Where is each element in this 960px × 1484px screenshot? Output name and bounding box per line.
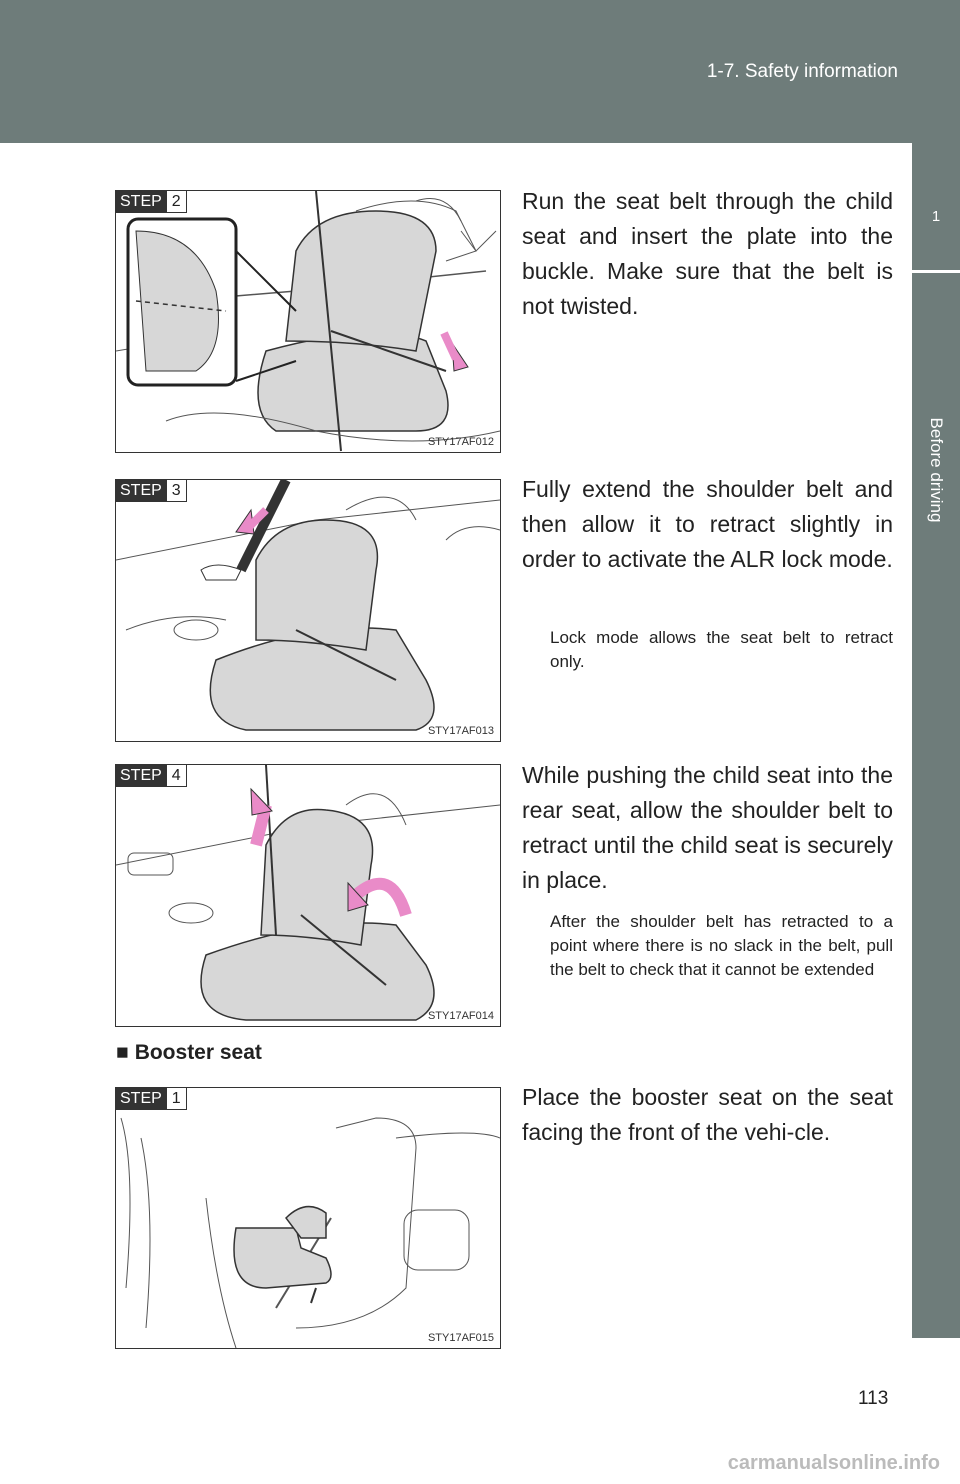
figure-code: STY17AF014 <box>427 1010 494 1022</box>
booster-step-1-instruction: Place the booster seat on the seat facing the front of the vehi-cle. <box>522 1084 893 1145</box>
step-badge <box>116 191 187 213</box>
shoulder-belt-extend-illustration <box>116 480 500 741</box>
step-word: STEP <box>116 765 166 787</box>
chapter-title: Before driving <box>927 417 946 523</box>
footer-watermark: carmanualsonline.info <box>727 1452 940 1474</box>
booster-seat-heading <box>116 1041 262 1065</box>
figure-step-4 <box>115 764 501 1027</box>
step-number: 1 <box>166 1088 187 1110</box>
step-3-instruction: Fully extend the shoulder belt and then allow it to retract slightly in order to activate the ALR lock mode. <box>522 476 893 572</box>
figure-booster-step-1 <box>115 1087 501 1349</box>
step-badge <box>116 1088 187 1110</box>
step-word: STEP <box>116 480 166 502</box>
step-3-note: Lock mode allows the seat belt to retract only. <box>550 628 893 671</box>
step-number: 4 <box>166 765 187 787</box>
step-badge <box>116 765 187 787</box>
step-4-instruction: While pushing the child seat into the rear seat, allow the shoulder belt to retract until the child seat is securely in place. <box>522 762 893 893</box>
chapter-tab <box>912 143 960 1338</box>
child-seat-belt-illustration <box>116 191 500 452</box>
figure-code: STY17AF015 <box>427 1332 494 1344</box>
figure-step-3 <box>115 479 501 742</box>
figure-code: STY17AF012 <box>427 436 494 448</box>
page-number: 113 <box>858 1388 889 1409</box>
push-seat-retract-belt-illustration <box>116 765 500 1026</box>
step-word: STEP <box>116 191 166 213</box>
step-word: STEP <box>116 1088 166 1110</box>
chapter-tab-divider <box>912 270 960 273</box>
step-number: 2 <box>166 191 187 213</box>
step-2-instruction: Run the seat belt through the child seat and insert the plate into the buckle. Make sure that the belt is not twisted. <box>522 188 893 319</box>
section-title: 1-7. Safety information <box>706 61 898 82</box>
chapter-number: 1 <box>931 208 941 225</box>
figure-step-2 <box>115 190 501 453</box>
booster-seat-illustration <box>116 1088 500 1348</box>
figure-code: STY17AF013 <box>427 725 494 737</box>
step-4-note: After the shoulder belt has retracted to a point where there is no slack in the belt, pull the belt to check that it cannot be extended <box>550 912 893 979</box>
heading-text: Booster seat <box>134 1041 262 1064</box>
page-header <box>0 0 960 143</box>
heading-marker: ■ <box>116 1041 129 1064</box>
step-number: 3 <box>166 480 187 502</box>
step-badge <box>116 480 187 502</box>
